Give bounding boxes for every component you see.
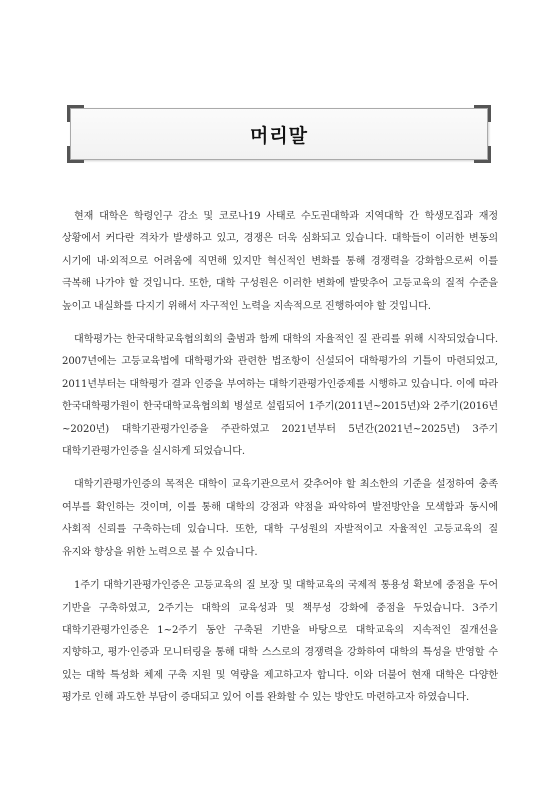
corner-bracket-bottom-right — [474, 146, 491, 163]
preface-body — [62, 206, 498, 721]
paragraph-4: 1주기 대학기관평가인증은 고등교육의 질 보장 및 대학교육의 국제적 통용성 확보에 중점을 두어 기반을 구축하였고, 2주기는 대학의 교육성과 및 책무성 강화에 중점을 두었습니다. 3주기 대학기관평가인증은 1~2주기 동안 구축된 기반을 바탕으로 대학교육의 지속적인 질개선을 지향하고, 평가·인증과 모니터링을 통해 대학 스스로의 경쟁력을 강화하여 대학의 특성을 반영할 수 있는 대학 특성화 체제 구축 지원 및 역량을 제고하고자 합니다. 이와 더불어 현재 대학은 다양한 평가로 인해 과도한 부담이 증대되고 있어 이를 완화할 수 있는 방안도 마련하고자 하였습니다. — [62, 580, 498, 704]
paragraph-3: 대학기관평가인증의 목적은 대학이 교육기관으로서 갖추어야 할 최소한의 기준을 설정하여 충족 여부를 확인하는 것이며, 이를 통해 대학의 강점과 약점을 파악하여 발전방안을 모색함과 동시에 사회적 신뢰를 구축하는데 있습니다. 또한, 대학 구성원의 자발적이고 자율적인 고등교육의 질 유지와 향상을 위한 노력으로 볼 수 있습니다. — [62, 479, 498, 558]
corner-bracket-top-right — [474, 105, 491, 122]
paragraph-2: 대학평가는 한국대학교육협의회의 출범과 함께 대학의 자율적인 질 관리를 위해 시작되었습니다. 2007년에는 고등교육법에 대학평가와 관련한 법조항이 신설되어 대학평가의 기틀이 마련되었고, 2011년부터는 대학평가 결과 인증을 부여하는 대학기관평가인증제를 시행하고 있습니다. 이에 따라 한국대학평가원이 한국대학교육협의회 병설로 설립되어 1주기(2011년~2015년)와 2주기(2016년~2020년) 대학기관평가인증을 주관하였고 2021년부터 5년간(2021년~2025년) 3주기 대학기관평가인증을 실시하게 되었습니다. — [62, 334, 498, 458]
page-title: 머리말 — [249, 125, 309, 147]
paragraph-1: 현재 대학은 학령인구 감소 및 코로나19 사태로 수도권대학과 지역대학 간 학생모집과 재정 상황에서 커다란 격차가 발생하고 있고, 경쟁은 더욱 심화되고 있습니다. 대학들이 이러한 변동의 시기에 내·외적으로 어려움에 직면해 있지만 혁신적인 변화를 통해 경쟁력을 강화함으로써 이를 극복해 나가야 할 것입니다. 또한, 대학 구성원은 이러한 변화에 발맞추어 고등교육의 질적 수준을 높이고 내실화를 다지기 위해서 자구적인 노력을 지속적으로 진행하여야 할 것입니다. — [62, 211, 498, 312]
corner-bracket-bottom-left — [67, 146, 84, 163]
title-box — [70, 108, 488, 160]
corner-bracket-top-left — [67, 105, 84, 122]
